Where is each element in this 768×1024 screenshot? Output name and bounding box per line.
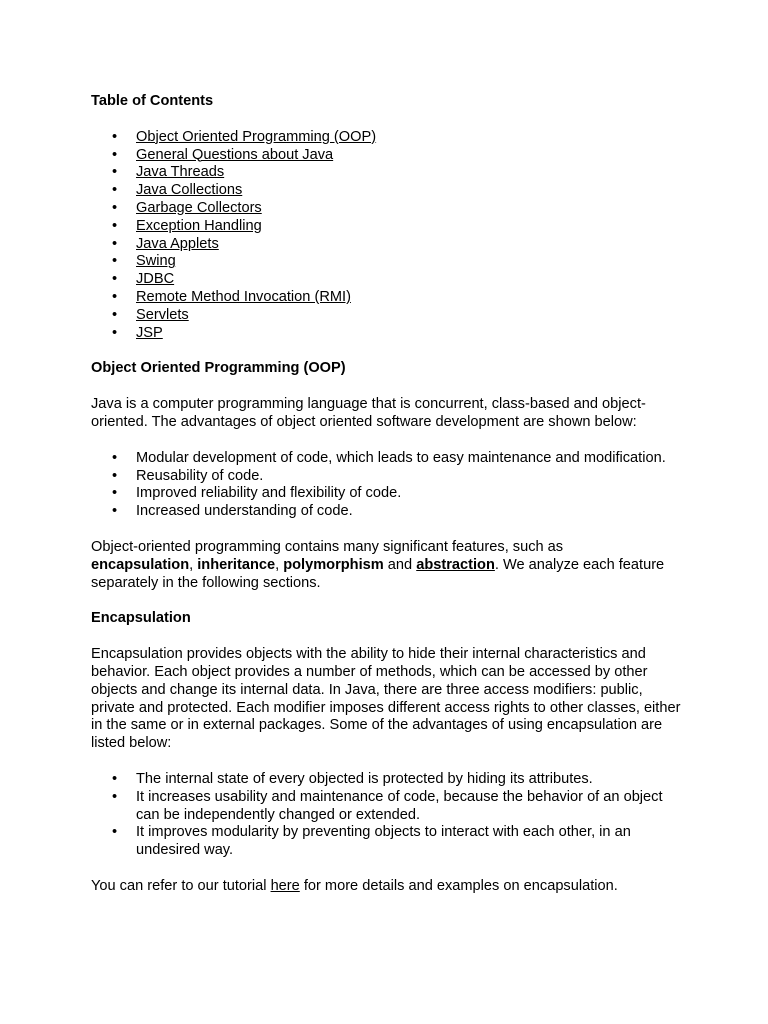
toc-item xyxy=(136,129,681,147)
toc-item xyxy=(136,253,681,271)
features-sep: and xyxy=(383,556,417,573)
feature-inheritance: inheritance xyxy=(197,556,276,573)
toc-link-general-questions[interactable]: General Questions about Java xyxy=(136,146,334,163)
list-item: • The internal state of every objected is protected by hiding its attributes. xyxy=(136,771,681,789)
toc-item xyxy=(136,325,681,343)
list-item: • Reusability of code. xyxy=(136,468,681,486)
oop-advantages-list xyxy=(91,450,681,521)
encapsulation-heading: Encapsulation xyxy=(91,610,191,627)
list-item: • Improved reliability and flexibility of code. xyxy=(136,485,681,503)
toc-link-swing[interactable]: Swing xyxy=(136,253,176,270)
list-item: • It improves modularity by preventing objects to interact with each other, in an undesired way. xyxy=(136,824,681,860)
encapsulation-body: Encapsulation provides objects with the ability to hide their internal characteristics and behavior. Each object provides a number of methods, which can be accessed by other objects and change its internal data. In Java, there are three access modifiers: public, private and protected. Each modifier imposes different access rights to other classes, either in the same or in external packages. Some of the advantages of using encapsulation are listed below: xyxy=(91,646,681,752)
features-sep: , xyxy=(275,556,284,573)
toc-link-java-threads[interactable]: Java Threads xyxy=(136,164,225,181)
encapsulation-refer xyxy=(91,878,681,896)
features-prefix: Object-oriented programming contains many significant features, such as xyxy=(91,538,564,555)
toc-item xyxy=(136,147,681,165)
toc-link-java-applets[interactable]: Java Applets xyxy=(136,235,219,252)
feature-polymorphism: polymorphism xyxy=(283,556,384,573)
list-item: • It increases usability and maintenance of code, because the behavior of an object can be independently changed or extended. xyxy=(136,789,681,825)
toc-item xyxy=(136,236,681,254)
encapsulation-advantages-list xyxy=(91,771,681,860)
feature-abstraction-link[interactable]: abstraction xyxy=(416,556,495,573)
oop-intro: Java is a computer programming language that is concurrent, class-based and object-oriented. The advantages of object oriented software development are shown below: xyxy=(91,396,646,430)
here-link[interactable]: here xyxy=(270,877,300,894)
document-page xyxy=(91,93,681,896)
toc-title: Table of Contents xyxy=(91,93,214,109)
toc-item xyxy=(136,271,681,289)
toc-link-servlets[interactable]: Servlets xyxy=(136,306,189,323)
toc-list xyxy=(91,129,681,343)
toc-link-jsp[interactable]: JSP xyxy=(136,324,163,341)
toc-item xyxy=(136,164,681,182)
toc-item xyxy=(136,218,681,236)
toc-link-rmi[interactable]: Remote Method Invocation (RMI) xyxy=(136,288,351,305)
toc-item xyxy=(136,289,681,307)
toc-link-oop[interactable]: Object Oriented Programming (OOP) xyxy=(136,128,377,145)
toc-link-exception-handling[interactable]: Exception Handling xyxy=(136,217,262,234)
toc-item xyxy=(136,182,681,200)
features-suffix: . We analyze each feature separately in the following sections. xyxy=(91,556,665,591)
toc-link-java-collections[interactable]: Java Collections xyxy=(136,182,243,199)
refer-prefix: You can refer to our tutorial xyxy=(91,877,271,894)
list-item: • Modular development of code, which leads to easy maintenance and modification. xyxy=(136,450,681,468)
oop-features-paragraph xyxy=(91,539,681,592)
features-sep: , xyxy=(189,556,198,573)
toc-link-garbage-collectors[interactable]: Garbage Collectors xyxy=(136,199,262,216)
refer-suffix: for more details and examples on encapsulation. xyxy=(299,877,618,894)
toc-item xyxy=(136,307,681,325)
toc-item xyxy=(136,200,681,218)
list-item: • Increased understanding of code. xyxy=(136,503,681,521)
feature-encapsulation: encapsulation xyxy=(91,556,190,573)
toc-link-jdbc[interactable]: JDBC xyxy=(136,271,175,288)
oop-heading: Object Oriented Programming (OOP) xyxy=(91,360,346,377)
